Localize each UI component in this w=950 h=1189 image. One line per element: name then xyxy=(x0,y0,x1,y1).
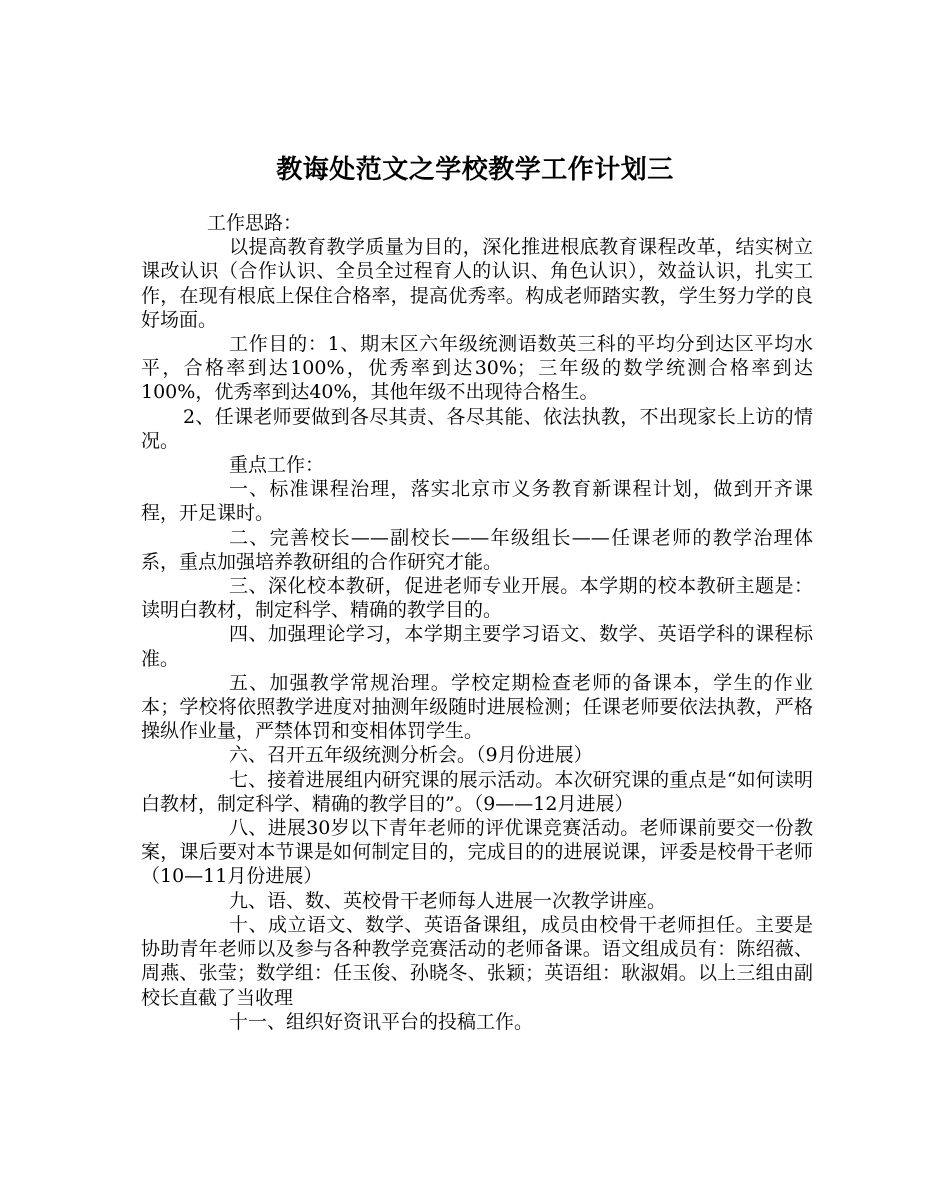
paragraph-item-9: 九、语、数、英校骨干老师每人进展一次教学讲座。 xyxy=(229,889,667,912)
paragraph-work-goals: 工作目的：1、期末区六年级统测语数英三科的平均分到达区平均水平，合格率到达100%，优秀率到达30%；三年级的数学统测合格率到达100%，优秀率到达40%，其他年级不出现待合格生。 xyxy=(141,333,813,404)
paragraph-key-work-heading: 重点工作： xyxy=(229,454,325,477)
paragraph-item-2: 二、完善校长——副校长——年级组长——任课老师的教学治理体系，重点加强培养教研组的合作研究才能。 xyxy=(141,526,813,573)
paragraph-item-7: 七、接着进展组内研究课的展示活动。本次研究课的重点是“如何读明白教材，制定科学、精确的教学目的”。（9——12月进展） xyxy=(141,768,813,815)
paragraph-item-8: 八、进展30岁以下青年老师的评优课竞赛活动。老师课前要交一份教案，课后要对本节课是如何制定目的，完成目的的进展说课，评委是校骨干老师（10—11月份进展） xyxy=(141,817,813,888)
paragraph-item-6: 六、召开五年级统测分析会。（9月份进展） xyxy=(229,744,593,767)
paragraph-work-approach: 以提高教育教学质量为目的，深化推进根底教育课程改革，结实树立课改认识（合作认识、全员全过程育人的认识、角色认识），效益认识，扎实工作，在现有根底上保住合格率，提高优秀率。构成老师踏实教，学生努力学的良好场面。 xyxy=(141,236,813,331)
paragraph-item-3: 三、深化校本教研，促进老师专业开展。本学期的校本教研主题是：读明白教材，制定科学、精确的教学目的。 xyxy=(141,575,813,622)
document-body xyxy=(141,211,813,1034)
paragraph-item-10: 十、成立语文、数学、英语备课组，成员由校骨干老师担任。主要是协助青年老师以及参与各种教学竞赛活动的老师备课。语文组成员有：陈绍薇、周燕、张莹；数学组：任玉俊、孙晓冬、张颖；英语组：耿淑娟。以上三组由副校长直截了当收理 xyxy=(141,913,813,1009)
paragraph-item-1: 一、标准课程治理，落实北京市义务教育新课程计划，做到开齐课程，开足课时。 xyxy=(141,478,813,525)
paragraph-work-approach-heading: 工作思路： xyxy=(207,212,303,234)
paragraph-item-5: 五、加强教学常规治理。学校定期检查老师的备课本，学生的作业本；学校将依照教学进度对抽测年级随时进展检测；任课老师要依法执教，严格操纵作业量，严禁体罚和变相体罚学生。 xyxy=(141,671,813,743)
paragraph-work-goals-2: 2、任课老师要做到各尽其责、各尽其能、依法执教，不出现家长上访的情况。 xyxy=(141,405,813,452)
paragraph-item-11: 十一、组织好资讯平台的投稿工作。 xyxy=(229,1010,534,1033)
document-title: 教诲处范文之学校教学工作计划三 xyxy=(276,155,674,186)
paragraph-item-4: 四、加强理论学习，本学期主要学习语文、数学、英语学科的课程标准。 xyxy=(141,623,813,670)
